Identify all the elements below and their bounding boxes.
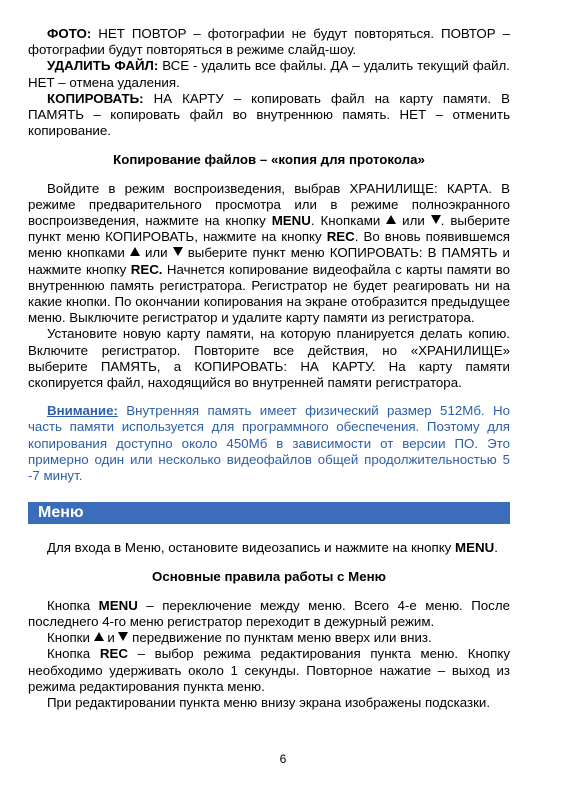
text-run: Начнется копирование видеофайла с карты памяти во внутреннюю память регистратора. Регистратор не будет реагировать ни на какие кнопки. По окончании копирования на экране отобразится предыдущее меню. Выключите регистратор и удалите карту памяти из регистратора. bbox=[28, 261, 510, 326]
option-copy bbox=[28, 91, 510, 140]
up-arrow-icon bbox=[94, 632, 104, 641]
key-rec: REC bbox=[99, 646, 128, 662]
up-arrow-icon bbox=[130, 247, 140, 256]
rule-menu-key bbox=[28, 598, 510, 630]
attention-label: Внимание: bbox=[47, 403, 118, 419]
text-run: . Кнопками bbox=[310, 213, 387, 229]
page-number: 6 bbox=[279, 752, 287, 766]
text-run: или bbox=[139, 245, 173, 261]
text-run: или bbox=[396, 213, 431, 229]
copy-instructions bbox=[28, 181, 510, 327]
text-run: – переключение между меню. Всего 4-е меню. После последнего 4-го меню регистратор переходит в дежурный режим. bbox=[28, 597, 510, 629]
text-run: – выбор режима редактирования пункта меню. Кнопку необходимо удерживать около 1 секунды. Повторное нажатие – выход из режима редактирования пункта меню. bbox=[28, 646, 510, 694]
rule-rec-key bbox=[28, 646, 510, 695]
option-delete bbox=[28, 58, 510, 90]
option-text: НА КАРТУ – копировать файл на карту памяти. В ПАМЯТЬ – копировать файл во внутреннюю память. НЕТ – отменить копирование. bbox=[28, 90, 510, 139]
option-text: ВСЕ - удалить все файлы. ДА – удалить текущий файл. НЕТ – отмена удаления. bbox=[28, 58, 511, 90]
section-bar-menu: Меню bbox=[28, 502, 510, 524]
option-label: КОПИРОВАТЬ: bbox=[47, 90, 144, 106]
down-arrow-icon bbox=[118, 632, 128, 641]
text-run: выберите пункт меню КОПИРОВАТЬ: В ПАМЯТЬ и нажмите кнопку bbox=[28, 245, 510, 277]
text-run: . bbox=[494, 540, 498, 556]
text-run: Кнопка bbox=[47, 597, 99, 613]
rule-hints: При редактировании пункта меню внизу экрана изображены подсказки. bbox=[47, 694, 491, 710]
option-photo bbox=[28, 26, 510, 58]
text-run: и bbox=[103, 630, 119, 646]
text-run: Кнопка bbox=[47, 646, 100, 662]
menu-intro bbox=[28, 540, 510, 556]
up-arrow-icon bbox=[386, 215, 396, 224]
section-heading-rules: Основные правила работы с Меню bbox=[151, 569, 386, 585]
text-run: Кнопки bbox=[47, 630, 94, 646]
down-arrow-icon bbox=[431, 215, 441, 224]
text-run: . выберите пункт меню КОПИРОВАТЬ, нажмите на кнопку bbox=[28, 213, 511, 245]
down-arrow-icon bbox=[173, 247, 183, 256]
attention-note bbox=[28, 403, 510, 484]
attention-text: Внутренняя память имеет физический размер 512Мб. Но часть памяти используется для программного обеспечения. Поэтому для копирования доступно около 450Мб в зависимости от версии ПО. Это примерно один или несколько видеофайлов общей продолжительностью 5 -7 минут. bbox=[28, 403, 510, 484]
copy-instructions-2: Установите новую карту памяти, на которую планируется делать копию. Включите регистратор. Повторите все действия, но «ХРАНИЛИЩЕ» выберите ПАМЯТЬ, а КОПИРОВАТЬ: НА КАРТУ. На карту памяти скопируется файл, находящийся во внутренней памяти регистратора. bbox=[28, 326, 510, 391]
key-rec: REC. bbox=[130, 261, 163, 277]
text-run: . Во вновь появившемся меню кнопками bbox=[28, 229, 510, 261]
rule-arrow-keys bbox=[28, 630, 510, 646]
option-label: УДАЛИТЬ ФАЙЛ: bbox=[47, 58, 159, 74]
page-content bbox=[28, 26, 510, 711]
text-run: Для входа в Меню, остановите видеозапись и нажмите на кнопку bbox=[47, 540, 456, 556]
option-label: ФОТО: bbox=[47, 26, 92, 41]
key-menu: MENU bbox=[271, 213, 311, 229]
key-rec: REC bbox=[326, 229, 355, 245]
text-run: Войдите в режим воспроизведения, выбрав ХРАНИЛИЩЕ: КАРТА. В режиме предварительного просмотра или в режиме полноэкранного воспроизведения, нажмите на кнопку bbox=[28, 180, 510, 229]
text-run: передвижение по пунктам меню вверх или вниз. bbox=[128, 630, 432, 646]
section-heading-copy: Копирование файлов – «копия для протокола» bbox=[113, 152, 425, 168]
key-menu: MENU bbox=[98, 597, 138, 613]
key-menu: MENU bbox=[455, 540, 495, 556]
option-text: НЕТ ПОВТОР – фотографии не будут повторяться. ПОВТОР – фотографии будут повторяться в режиме слайд-шоу. bbox=[28, 26, 510, 58]
